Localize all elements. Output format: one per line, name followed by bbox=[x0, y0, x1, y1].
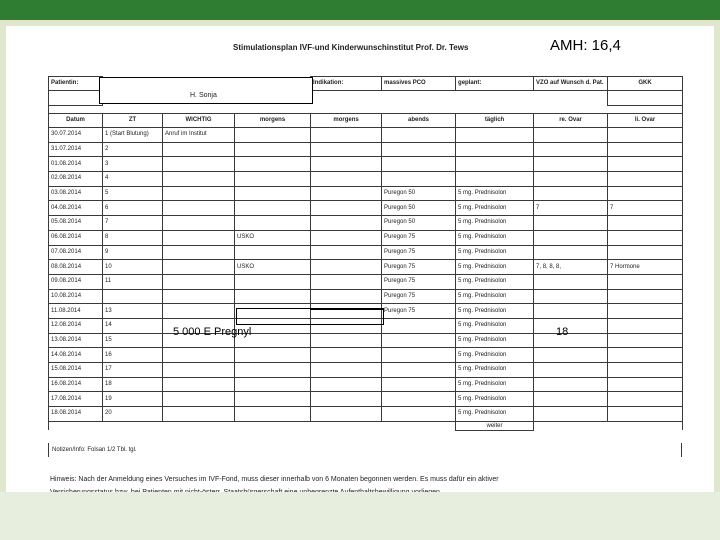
table-cell bbox=[163, 245, 235, 260]
table-cell bbox=[608, 377, 683, 392]
table-cell bbox=[163, 172, 235, 187]
table-cell bbox=[235, 289, 311, 304]
table-row bbox=[49, 377, 683, 392]
table-cell: 11 bbox=[103, 274, 163, 289]
table-cell bbox=[534, 216, 608, 231]
table-cell: 5 mg. Prednisolon bbox=[456, 304, 534, 319]
table-row bbox=[49, 201, 683, 216]
footer-weiter: weiter bbox=[456, 421, 534, 430]
planned-label: geplant: bbox=[456, 77, 534, 91]
table-cell bbox=[311, 230, 382, 245]
table-cell: 18.08.2014 bbox=[49, 407, 103, 422]
table-cell: 5 mg. Prednisolon bbox=[456, 230, 534, 245]
table-cell bbox=[311, 128, 382, 143]
table-cell bbox=[311, 407, 382, 422]
table-row bbox=[49, 348, 683, 363]
slide-footer bbox=[0, 492, 720, 540]
table-cell bbox=[608, 142, 683, 157]
table-cell: 13.08.2014 bbox=[49, 333, 103, 348]
column-header: abends bbox=[382, 114, 456, 128]
table-cell bbox=[235, 172, 311, 187]
table-cell: 16.08.2014 bbox=[49, 377, 103, 392]
table-cell bbox=[608, 363, 683, 378]
table-cell bbox=[456, 128, 534, 143]
table-cell: 03.08.2014 bbox=[49, 186, 103, 201]
table-cell bbox=[311, 157, 382, 172]
table-cell bbox=[163, 348, 235, 363]
table-cell: Puregon 75 bbox=[382, 289, 456, 304]
column-header: täglich bbox=[456, 114, 534, 128]
table-cell: 14.08.2014 bbox=[49, 348, 103, 363]
table-cell: 5 mg. Prednisolon bbox=[456, 363, 534, 378]
table-cell bbox=[534, 230, 608, 245]
table-cell: USKO bbox=[235, 230, 311, 245]
table-cell: 5 mg. Prednisolon bbox=[456, 274, 534, 289]
highlight-box bbox=[236, 308, 384, 325]
table-cell bbox=[534, 142, 608, 157]
table-cell bbox=[534, 128, 608, 143]
table-cell bbox=[456, 172, 534, 187]
table-cell bbox=[534, 157, 608, 172]
table-row bbox=[49, 172, 683, 187]
table-cell: Puregon 75 bbox=[382, 230, 456, 245]
table-cell: Puregon 75 bbox=[382, 274, 456, 289]
amh-value: AMH: 16,4 bbox=[550, 37, 621, 54]
table-cell bbox=[163, 407, 235, 422]
table-cell: 3 bbox=[103, 157, 163, 172]
table-cell bbox=[456, 157, 534, 172]
table-cell bbox=[608, 348, 683, 363]
table-cell bbox=[235, 245, 311, 260]
table-cell: 30.07.2014 bbox=[49, 128, 103, 143]
table-cell: Puregon 75 bbox=[382, 304, 456, 319]
table-cell bbox=[235, 157, 311, 172]
window-top-bar bbox=[0, 0, 720, 20]
table-row bbox=[49, 260, 683, 275]
table-cell bbox=[235, 392, 311, 407]
table-cell bbox=[311, 186, 382, 201]
table-cell: 14 bbox=[103, 318, 163, 333]
table-cell: 8 bbox=[103, 230, 163, 245]
name-row-cell bbox=[608, 91, 683, 106]
table-cell bbox=[163, 304, 235, 319]
table-cell bbox=[608, 304, 683, 319]
table-row bbox=[49, 157, 683, 172]
table-cell: 19 bbox=[103, 392, 163, 407]
table-cell bbox=[608, 289, 683, 304]
document-title: Stimulationsplan IVF-und Kinderwunschinstitut Prof. Dr. Tews bbox=[233, 43, 469, 52]
table-cell: 5 mg. Prednisolon bbox=[456, 392, 534, 407]
table-cell bbox=[534, 318, 608, 333]
table-cell: 16 bbox=[103, 348, 163, 363]
column-header: ZT bbox=[103, 114, 163, 128]
table-cell bbox=[608, 245, 683, 260]
table-cell: 5 mg. Prednisolon bbox=[456, 348, 534, 363]
table-cell bbox=[382, 157, 456, 172]
table-cell: 5 mg. Prednisolon bbox=[456, 260, 534, 275]
table-cell bbox=[311, 348, 382, 363]
table-cell: Puregon 75 bbox=[382, 245, 456, 260]
table-cell: 5 mg. Prednisolon bbox=[456, 318, 534, 333]
window-left-border bbox=[0, 26, 6, 492]
table-cell bbox=[608, 392, 683, 407]
table-cell bbox=[382, 377, 456, 392]
table-cell bbox=[235, 348, 311, 363]
table-row bbox=[49, 407, 683, 422]
table-cell: 2 bbox=[103, 142, 163, 157]
table-row bbox=[49, 142, 683, 157]
table-header-row bbox=[49, 114, 683, 128]
table-cell bbox=[311, 245, 382, 260]
table-cell bbox=[456, 142, 534, 157]
table-cell bbox=[311, 172, 382, 187]
table-cell bbox=[163, 274, 235, 289]
table-row bbox=[49, 363, 683, 378]
table-cell bbox=[534, 348, 608, 363]
table-cell: 11.08.2014 bbox=[49, 304, 103, 319]
table-cell: 07.08.2014 bbox=[49, 245, 103, 260]
table-row bbox=[49, 245, 683, 260]
table-cell bbox=[534, 245, 608, 260]
table-cell bbox=[534, 377, 608, 392]
table-cell: 17.08.2014 bbox=[49, 392, 103, 407]
table-cell: 7 bbox=[608, 201, 683, 216]
table-cell: 6 bbox=[103, 201, 163, 216]
table-cell: 7 bbox=[103, 216, 163, 231]
table-cell bbox=[163, 230, 235, 245]
pregnyl-annotation: 5 000 E Pregnyl bbox=[173, 326, 252, 338]
table-cell bbox=[311, 216, 382, 231]
table-cell: 18 bbox=[103, 377, 163, 392]
table-cell bbox=[534, 333, 608, 348]
name-row-cell bbox=[49, 91, 103, 106]
table-cell bbox=[311, 201, 382, 216]
table-cell bbox=[608, 172, 683, 187]
re-ovar-annotation: 18 bbox=[556, 326, 569, 338]
table-cell bbox=[311, 377, 382, 392]
table-cell bbox=[382, 348, 456, 363]
notes-line: Notizen/Info: Folsan 1/2 Tbl. tgl. bbox=[48, 443, 682, 457]
table-cell bbox=[311, 274, 382, 289]
table-row bbox=[49, 216, 683, 231]
table-cell bbox=[235, 274, 311, 289]
table-cell bbox=[235, 201, 311, 216]
column-header: morgens bbox=[311, 114, 382, 128]
table-cell bbox=[534, 289, 608, 304]
table-footer-row bbox=[49, 421, 683, 430]
table-cell: 1 (Start Blutung) bbox=[103, 128, 163, 143]
table-cell bbox=[534, 392, 608, 407]
table-cell bbox=[608, 333, 683, 348]
table-cell bbox=[235, 128, 311, 143]
table-cell bbox=[163, 363, 235, 378]
table-cell: Anruf im Institut bbox=[163, 128, 235, 143]
table-cell: 13 bbox=[103, 304, 163, 319]
table-cell bbox=[163, 142, 235, 157]
column-header: WICHTIG bbox=[163, 114, 235, 128]
insurance-value: GKK bbox=[608, 77, 683, 91]
table-cell: 20 bbox=[103, 407, 163, 422]
table-cell bbox=[608, 274, 683, 289]
table-cell bbox=[311, 392, 382, 407]
table-cell bbox=[163, 157, 235, 172]
table-cell bbox=[311, 260, 382, 275]
name-row-cell bbox=[382, 91, 456, 106]
table-cell bbox=[311, 333, 382, 348]
stimulation-plan-table bbox=[48, 76, 683, 431]
table-cell: 02.08.2014 bbox=[49, 172, 103, 187]
patient-name: H. Sonja bbox=[190, 92, 217, 99]
column-header: li. Ovar bbox=[608, 114, 683, 128]
table-row bbox=[49, 333, 683, 348]
table-cell: 5 mg. Prednisolon bbox=[456, 333, 534, 348]
patient-label: Patientin: bbox=[49, 77, 103, 91]
table-cell: 12.08.2014 bbox=[49, 318, 103, 333]
table-cell bbox=[534, 186, 608, 201]
table-cell bbox=[163, 201, 235, 216]
table-cell bbox=[382, 142, 456, 157]
window-right-border bbox=[714, 26, 720, 492]
table-cell bbox=[311, 363, 382, 378]
table-cell: 15 bbox=[103, 333, 163, 348]
table-cell bbox=[608, 318, 683, 333]
table-cell: 05.08.2014 bbox=[49, 216, 103, 231]
table-cell: Puregon 50 bbox=[382, 201, 456, 216]
table-cell bbox=[382, 318, 456, 333]
table-cell: 7 Hormone bbox=[608, 260, 683, 275]
table-cell: 5 bbox=[103, 186, 163, 201]
table-cell bbox=[382, 128, 456, 143]
table-cell: 5 mg. Prednisolon bbox=[456, 245, 534, 260]
table-cell bbox=[163, 392, 235, 407]
hinweis-line-1: Hinweis: Nach der Anmeldung eines Versuches im IVF-Fond, muss dieser innerhalb von 6 Monaten begonnen werden. Es muss dafür ein aktiver bbox=[50, 476, 499, 483]
name-row-cell bbox=[311, 91, 382, 106]
table-cell bbox=[534, 172, 608, 187]
table-cell bbox=[382, 363, 456, 378]
table-cell bbox=[235, 407, 311, 422]
table-cell bbox=[235, 186, 311, 201]
table-cell bbox=[382, 333, 456, 348]
spacer-row bbox=[49, 106, 683, 114]
table-cell: 15.08.2014 bbox=[49, 363, 103, 378]
table-cell bbox=[163, 377, 235, 392]
table-cell: Puregon 50 bbox=[382, 216, 456, 231]
column-header: morgens bbox=[235, 114, 311, 128]
table-cell bbox=[608, 230, 683, 245]
table-cell: 06.08.2014 bbox=[49, 230, 103, 245]
table-row bbox=[49, 128, 683, 143]
name-row-cell bbox=[456, 91, 534, 106]
table-cell bbox=[163, 289, 235, 304]
table-cell bbox=[382, 172, 456, 187]
footer-empty bbox=[534, 421, 683, 430]
table-cell: 04.08.2014 bbox=[49, 201, 103, 216]
column-header: Datum bbox=[49, 114, 103, 128]
table-cell bbox=[534, 274, 608, 289]
planned-value: VZO auf Wunsch d. Pat. bbox=[534, 77, 608, 91]
table-cell bbox=[103, 289, 163, 304]
table-cell: 17 bbox=[103, 363, 163, 378]
table-cell bbox=[235, 142, 311, 157]
table-cell: 7, 8, 8, 8, bbox=[534, 260, 608, 275]
table-cell bbox=[163, 260, 235, 275]
name-row-cell bbox=[534, 91, 608, 106]
indication-label: Indikation: bbox=[311, 77, 382, 91]
window-top-stripe bbox=[0, 20, 720, 26]
table-row bbox=[49, 274, 683, 289]
table-cell: Puregon 75 bbox=[382, 260, 456, 275]
table-cell: 5 mg. Prednisolon bbox=[456, 407, 534, 422]
table-row bbox=[49, 392, 683, 407]
table-cell: 08.08.2014 bbox=[49, 260, 103, 275]
table-cell: 10.08.2014 bbox=[49, 289, 103, 304]
table-cell bbox=[163, 216, 235, 231]
table-cell bbox=[534, 363, 608, 378]
column-header: re. Ovar bbox=[534, 114, 608, 128]
table-cell bbox=[608, 216, 683, 231]
highlight-box-top-line bbox=[310, 308, 384, 310]
table-row bbox=[49, 230, 683, 245]
table-cell: USKO bbox=[235, 260, 311, 275]
table-cell: 5 mg. Prednisolon bbox=[456, 201, 534, 216]
table-cell bbox=[608, 157, 683, 172]
table-cell: 5 mg. Prednisolon bbox=[456, 186, 534, 201]
table-cell: 09.08.2014 bbox=[49, 274, 103, 289]
table-cell bbox=[311, 289, 382, 304]
table-cell bbox=[235, 377, 311, 392]
table-cell bbox=[382, 407, 456, 422]
table-cell bbox=[608, 128, 683, 143]
table-cell: Puregon 50 bbox=[382, 186, 456, 201]
table-cell: 7 bbox=[534, 201, 608, 216]
footer-empty bbox=[49, 421, 456, 430]
table-cell bbox=[311, 142, 382, 157]
spacer-cell bbox=[49, 106, 683, 114]
table-cell: 5 mg. Prednisolon bbox=[456, 377, 534, 392]
patient-name-box bbox=[99, 77, 313, 104]
table-cell: 5 mg. Prednisolon bbox=[456, 216, 534, 231]
table-cell bbox=[235, 216, 311, 231]
table-cell bbox=[235, 363, 311, 378]
table-cell bbox=[163, 186, 235, 201]
table-cell: 4 bbox=[103, 172, 163, 187]
table-cell: 01.08.2014 bbox=[49, 157, 103, 172]
table-cell bbox=[534, 304, 608, 319]
indication-value: massives PCO bbox=[382, 77, 456, 91]
table-row bbox=[49, 186, 683, 201]
table-cell: 31.07.2014 bbox=[49, 142, 103, 157]
table-cell bbox=[382, 392, 456, 407]
table-cell bbox=[608, 407, 683, 422]
table-row bbox=[49, 289, 683, 304]
table-cell bbox=[608, 186, 683, 201]
table-cell: 5 mg. Prednisolon bbox=[456, 289, 534, 304]
table-cell: 10 bbox=[103, 260, 163, 275]
table-cell: 9 bbox=[103, 245, 163, 260]
table-cell bbox=[534, 407, 608, 422]
